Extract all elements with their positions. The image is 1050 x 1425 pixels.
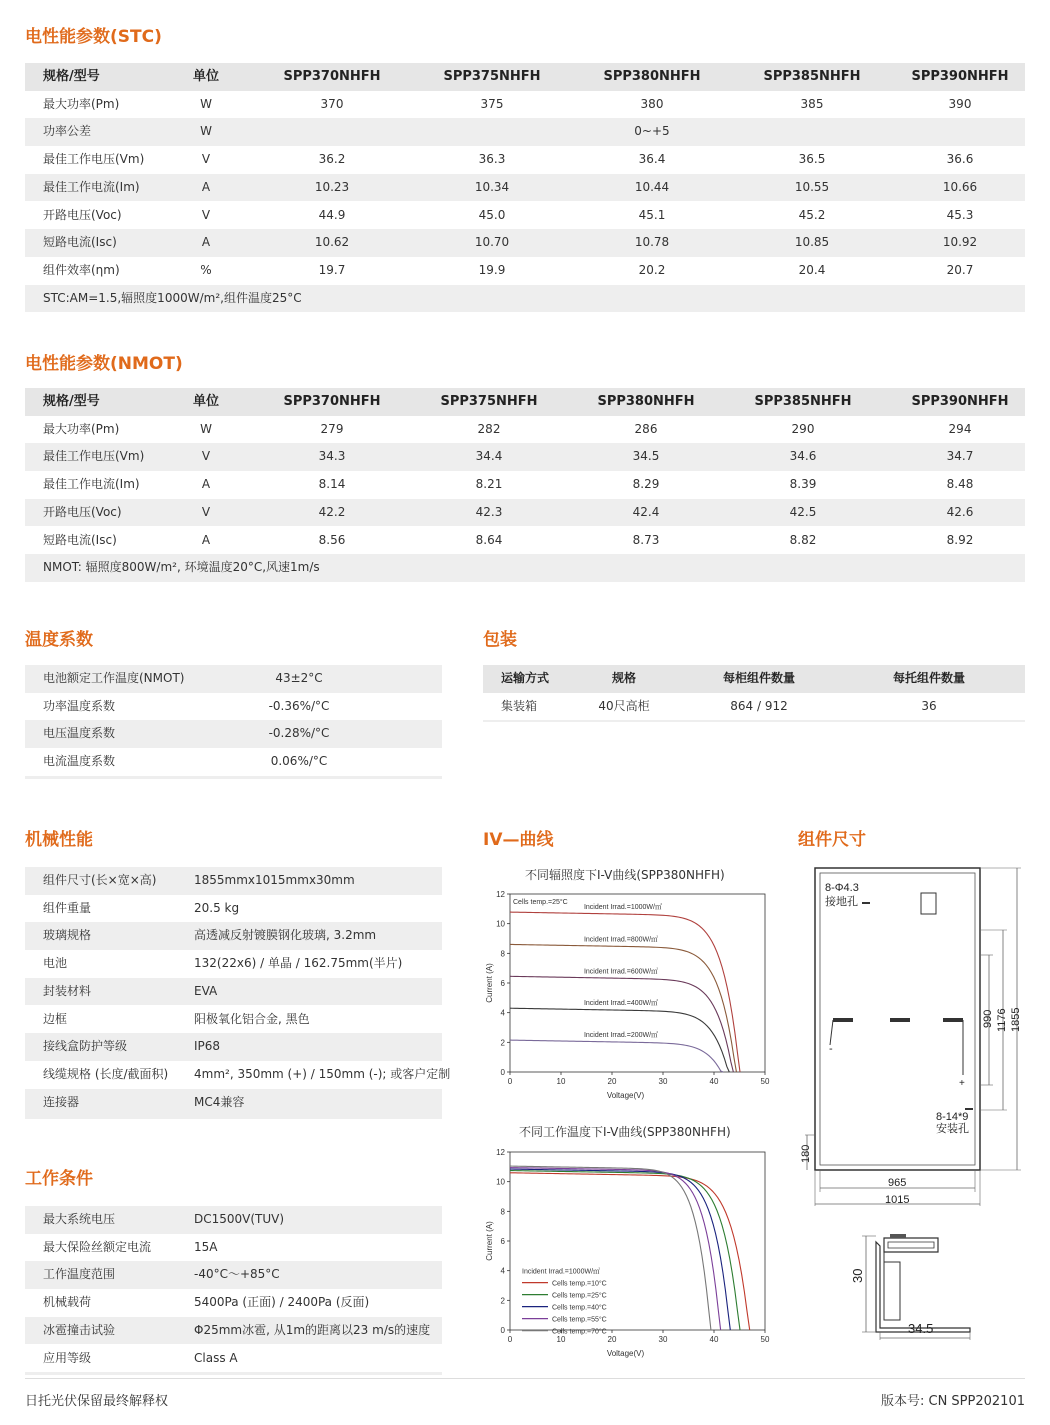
col-header-spp380nhfh: SPP380NHFH (597, 394, 695, 409)
row-unit: A (201, 477, 211, 492)
mech-row (25, 1006, 442, 1034)
pack-bottom-line (483, 720, 1025, 722)
row-value: 42.3 (475, 504, 503, 519)
curve-label: Incident Irrad.=1000W/㎡ (583, 904, 662, 912)
row-value: 10.55 (794, 179, 830, 194)
row-merged-value: 0~+5 (634, 124, 670, 139)
row-label: 封装材料 (43, 983, 92, 998)
stc-note: STC:AM=1.5,辐照度1000W/m²,组件温度25°C (43, 290, 302, 305)
row-value: 290 (791, 421, 815, 436)
legend-entry: Cells temp.=40°C (552, 1304, 607, 1312)
row-label: 短路电流(Isc) (43, 235, 117, 250)
table-row (25, 499, 1025, 527)
row-value: 279 (320, 421, 344, 436)
x-tick-label: 50 (760, 1335, 770, 1344)
row-value: 36.2 (318, 152, 346, 167)
work-row (25, 1289, 442, 1317)
connector-left (833, 1018, 853, 1022)
stc-header-row (25, 63, 1025, 91)
col-header-spp385nhfh: SPP385NHFH (754, 394, 852, 409)
row-value: 36.5 (798, 152, 826, 167)
x-tick-label: 50 (760, 1077, 770, 1086)
x-tick-label: 10 (556, 1077, 566, 1086)
pack-col-header: 每托组件数量 (892, 671, 965, 685)
x-tick-label: 20 (607, 1077, 617, 1086)
dim-1855: 1855 (1010, 1007, 1022, 1032)
row-label: 电流温度系数 (43, 754, 116, 769)
y-tick-label: 8 (500, 1207, 505, 1217)
row-value: 19.9 (478, 262, 506, 277)
footer-disclaimer: 日托光伏保留最终解释权 (25, 1394, 169, 1409)
row-label: 最佳工作电流(Im) (43, 477, 140, 492)
row-value: 45.3 (946, 207, 974, 222)
hole1-name: 接地孔 (825, 896, 858, 908)
row-value: 10.44 (634, 179, 670, 194)
x-axis-label: Voltage(V) (606, 1349, 645, 1358)
pack-col-header: 运输方式 (501, 671, 550, 685)
dim-34-5: 34.5 (908, 1321, 934, 1336)
nmot-title: 电性能参数(NMOT) (25, 354, 183, 374)
row-value: 45.0 (478, 207, 506, 222)
x-tick-label: 30 (658, 1077, 668, 1086)
iv-chart-temperature-title: 不同工作温度下I-V曲线(SPP380NHFH) (519, 1125, 731, 1139)
row-value: 370 (320, 96, 344, 111)
row-label: 最佳工作电压(Vm) (43, 152, 145, 167)
row-value: 8.39 (789, 477, 817, 492)
row-value: -40°C～+85°C (194, 1267, 280, 1282)
mount-hole-mark (965, 1108, 973, 1110)
mech-row (25, 895, 442, 923)
row-value: 10.23 (314, 179, 350, 194)
curve-label: Incident Irrad.=400W/㎡ (583, 1000, 659, 1008)
hole2-name: 安装孔 (936, 1123, 969, 1135)
x-tick-label: 40 (709, 1077, 719, 1086)
row-value: 0.06%/°C (270, 754, 328, 769)
x-tick-label: 40 (709, 1335, 719, 1344)
temp-row (25, 665, 442, 693)
col-header-spp380nhfh: SPP380NHFH (603, 69, 701, 84)
row-label: 最佳工作电压(Vm) (43, 449, 145, 464)
dim-30: 30 (850, 1268, 865, 1283)
row-value: 20.4 (798, 262, 826, 277)
row-value: MC4兼容 (194, 1094, 245, 1109)
row-value: 19.7 (318, 262, 346, 277)
col-header-spp385nhfh: SPP385NHFH (763, 69, 861, 84)
row-value: 34.6 (789, 449, 817, 464)
module-front-drawing (795, 860, 1035, 1210)
footer-version: 版本号: CN SPP202101 (880, 1394, 1025, 1409)
nmot-note-row (25, 554, 1025, 582)
row-value: 43±2°C (275, 671, 323, 685)
row-label: 组件效率(ηm) (43, 262, 120, 277)
row-value: 8.48 (946, 477, 974, 492)
table-row (25, 416, 1025, 444)
row-label: 电压温度系数 (43, 726, 116, 741)
frame-cross-section-drawing (840, 1228, 980, 1343)
pack-col-header: 每柜组件数量 (722, 671, 795, 685)
pack-title: 包装 (483, 630, 517, 650)
row-unit: A (201, 235, 211, 250)
row-label: 应用等级 (43, 1350, 92, 1365)
y-tick-label: 8 (500, 949, 505, 959)
row-value: 20.5 kg (194, 900, 240, 915)
row-value: 8.64 (475, 532, 503, 547)
legend-entry: Cells temp.=25°C (552, 1292, 607, 1300)
junction-box-icon (921, 893, 936, 914)
row-value: 10.78 (634, 235, 670, 250)
row-label: 冰雹撞击试验 (43, 1322, 116, 1337)
y-tick-label: 0 (500, 1068, 505, 1077)
dim-180: 180 (800, 1144, 812, 1163)
row-value: 42.2 (318, 504, 346, 519)
row-value: IP68 (194, 1039, 221, 1054)
dim-1176: 1176 (996, 1008, 1008, 1032)
col-header-model: 规格/型号 (43, 69, 100, 84)
mech-bottom-line (25, 1116, 442, 1119)
row-label: 短路电流(Isc) (43, 532, 117, 547)
x-tick-label: 20 (607, 1335, 617, 1344)
row-unit: % (200, 262, 212, 277)
row-label: 线缆规格 (长度/截面积) (43, 1066, 169, 1081)
pack-header-row (483, 665, 1025, 693)
work-row (25, 1317, 442, 1345)
table-row (25, 174, 1025, 202)
row-label: 接线盒防护等级 (43, 1039, 128, 1054)
stc-note-row (25, 285, 1025, 313)
row-value: 375 (480, 96, 504, 111)
row-value: 10.85 (794, 235, 830, 250)
row-value: 34.3 (318, 449, 346, 464)
y-tick-label: 10 (496, 1177, 505, 1187)
y-axis-label: Current (A) (485, 963, 494, 1003)
y-tick-label: 0 (500, 1326, 505, 1335)
row-unit: V (201, 504, 211, 519)
row-value: 42.5 (789, 504, 817, 519)
minus-sign: - (829, 1043, 833, 1055)
row-label: 功率温度系数 (43, 698, 116, 713)
dims-title: 组件尺寸 (798, 830, 866, 850)
mech-row (25, 922, 442, 950)
row-value: 390 (948, 96, 972, 111)
iv-chart-temperature (480, 1140, 780, 1358)
row-value: 36.4 (638, 152, 666, 167)
row-value: 45.2 (798, 207, 826, 222)
row-unit: A (201, 532, 211, 547)
mech-row (25, 1061, 451, 1089)
col-header-spp390nhfh: SPP390NHFH (911, 69, 1009, 84)
row-value: 294 (948, 421, 972, 436)
hole1-spec: 8-Φ4.3 (825, 882, 859, 894)
row-value: 34.4 (475, 449, 503, 464)
legend-entry: Cells temp.=55°C (552, 1316, 607, 1324)
y-tick-label: 4 (500, 1266, 505, 1276)
y-axis-label: Current (A) (485, 1221, 494, 1261)
pack-row (483, 693, 1025, 721)
row-value: 45.1 (638, 207, 666, 222)
row-value: 380 (640, 96, 664, 111)
nmot-note: NMOT: 辐照度800W/m², 环境温度20°C,风速1m/s (43, 560, 320, 575)
row-value: 385 (800, 96, 824, 111)
row-label: 最大系统电压 (43, 1212, 116, 1226)
row-unit: V (201, 449, 211, 464)
mech-row (25, 1089, 442, 1117)
row-label: 边框 (43, 1011, 68, 1026)
hole2-spec: 8-14*9 (936, 1111, 969, 1123)
cells-temp-label: Cells temp.=25°C (513, 899, 568, 906)
row-value: 42.6 (946, 504, 974, 519)
y-tick-label: 2 (500, 1038, 505, 1048)
legend-entry: Cells temp.=70°C (552, 1328, 607, 1336)
row-value: 5400Pa (正面) / 2400Pa (反面) (194, 1295, 370, 1310)
row-value: 高透减反射镀膜钢化玻璃, 3.2mm (194, 928, 377, 943)
row-value: DC1500V(TUV) (194, 1212, 285, 1226)
col-header-spp370nhfh: SPP370NHFH (283, 69, 381, 84)
row-value: 1855mmx1015mmx30mm (194, 873, 355, 887)
row-value: Class A (194, 1350, 238, 1365)
row-value: 4mm², 350mm (+) / 150mm (-); 或客户定制 (194, 1066, 451, 1081)
row-value: 20.7 (946, 262, 974, 277)
row-unit: V (201, 152, 211, 167)
curve-label: Incident Irrad.=600W/㎡ (583, 968, 659, 976)
connector-right (943, 1018, 963, 1022)
row-label: 工作温度范围 (43, 1267, 116, 1282)
row-value: 34.5 (632, 449, 660, 464)
row-value: -0.28%/°C (268, 726, 330, 741)
grounding-hole-mark (862, 902, 870, 904)
table-row (25, 527, 1025, 555)
row-value: 8.21 (475, 477, 503, 492)
dim-990: 990 (982, 1009, 994, 1028)
row-unit: V (201, 207, 211, 222)
work-row (25, 1234, 442, 1262)
row-value: 10.66 (942, 179, 978, 194)
y-tick-label: 6 (500, 1237, 505, 1246)
row-value: 36.3 (478, 152, 506, 167)
work-bottom-line (25, 1372, 442, 1375)
y-tick-label: 10 (496, 919, 505, 929)
row-value: 20.2 (638, 262, 666, 277)
y-tick-label: 12 (496, 1148, 505, 1157)
y-tick-label: 12 (496, 890, 505, 899)
row-unit: A (201, 179, 211, 194)
row-unit: W (200, 124, 212, 139)
row-label: 开路电压(Voc) (43, 207, 122, 222)
row-value: 36.6 (946, 152, 974, 167)
mech-row (25, 978, 442, 1006)
iv-chart-irradiance-title: 不同辐照度下I-V曲线(SPP380NHFH) (525, 868, 725, 882)
temp-row (25, 720, 442, 748)
y-tick-label: 6 (500, 979, 505, 988)
row-value: 8.82 (789, 532, 817, 547)
row-value: 8.14 (318, 477, 346, 492)
curve-label: Incident Irrad.=800W/㎡ (583, 936, 659, 944)
col-header-unit: 单位 (192, 69, 219, 84)
col-header-spp390nhfh: SPP390NHFH (911, 394, 1009, 409)
row-label: 最大功率(Pm) (43, 96, 120, 111)
temp-bottom-line (25, 776, 442, 779)
row-value: 44.9 (318, 207, 346, 222)
dim-1015: 1015 (885, 1194, 910, 1206)
row-value: -0.36%/°C (268, 698, 330, 713)
table-row (25, 257, 1025, 285)
row-value: 10.34 (474, 179, 510, 194)
x-tick-label: 0 (507, 1335, 513, 1344)
row-value: 34.7 (946, 449, 974, 464)
row-value: 282 (477, 421, 501, 436)
row-label: 电池 (43, 956, 68, 971)
pack-col-header: 规格 (611, 671, 636, 685)
row-value: 8.92 (946, 532, 974, 547)
mech-row (25, 1033, 442, 1061)
plus-sign: + (959, 1078, 965, 1089)
col-header-spp370nhfh: SPP370NHFH (283, 394, 381, 409)
col-header-model: 规格/型号 (43, 394, 100, 409)
row-value: 8.29 (632, 477, 660, 492)
row-value: 8.56 (318, 532, 346, 547)
row-label: 功率公差 (43, 124, 92, 139)
y-tick-label: 4 (500, 1008, 505, 1018)
row-label: 电池额定工作温度(NMOT) (43, 671, 185, 685)
row-value: EVA (194, 983, 218, 998)
row-label: 开路电压(Voc) (43, 504, 122, 519)
row-label: 连接器 (43, 1094, 80, 1109)
row-label: 组件重量 (43, 900, 92, 915)
row-value: 10.70 (474, 235, 510, 250)
row-label: 最佳工作电流(Im) (43, 179, 140, 194)
dim-965: 965 (888, 1177, 907, 1189)
iv-title: IV—曲线 (483, 830, 554, 850)
connector-mid (890, 1018, 910, 1022)
x-axis-label: Voltage(V) (606, 1091, 645, 1100)
table-row (25, 229, 1025, 257)
work-row (25, 1261, 442, 1289)
work-row (25, 1206, 442, 1234)
temp-title: 温度系数 (25, 630, 93, 650)
table-row (25, 471, 1025, 499)
row-value: 8.73 (632, 532, 660, 547)
pack-value: 集装箱 (501, 698, 538, 713)
table-row (25, 202, 1025, 230)
row-value: 42.4 (632, 504, 660, 519)
row-label: 最大功率(Pm) (43, 421, 120, 436)
temp-row (25, 748, 442, 776)
pack-value: 36 (921, 698, 937, 713)
row-value: 10.92 (942, 235, 978, 250)
mech-title: 机械性能 (25, 830, 93, 850)
nmot-header-row (25, 388, 1025, 416)
irrad-label: Incident Irrad.=1000W/㎡ (522, 1268, 601, 1276)
table-row (25, 118, 1025, 146)
temp-row (25, 693, 442, 721)
col-header-spp375nhfh: SPP375NHFH (443, 69, 541, 84)
row-label: 玻璃规格 (43, 928, 92, 943)
iv-chart-irradiance (480, 882, 780, 1102)
table-row (25, 91, 1025, 119)
work-row (25, 1345, 442, 1373)
curve-label: Incident Irrad.=200W/㎡ (583, 1032, 659, 1040)
pack-value: 40尺高柜 (598, 698, 650, 713)
row-unit: W (200, 421, 212, 436)
row-unit: W (200, 96, 212, 111)
row-value: 15A (194, 1239, 218, 1254)
legend-entry: Cells temp.=10°C (552, 1280, 607, 1288)
mech-row (25, 867, 442, 895)
x-tick-label: 0 (507, 1077, 513, 1086)
row-label: 组件尺寸(长×宽×高) (43, 873, 157, 887)
row-value: 132(22x6) / 单晶 / 162.75mm(半片) (194, 956, 403, 971)
row-value: Φ25mm冰雹, 从1m的距离以23 m/s的速度 (194, 1322, 431, 1337)
col-header-spp375nhfh: SPP375NHFH (440, 394, 538, 409)
x-tick-label: 10 (556, 1335, 566, 1344)
stc-title: 电性能参数(STC) (25, 27, 162, 47)
col-header-unit: 单位 (192, 394, 219, 409)
y-tick-label: 2 (500, 1296, 505, 1306)
row-label: 最大保险丝额定电流 (43, 1239, 152, 1254)
pack-value: 864 / 912 (730, 698, 788, 713)
work-title: 工作条件 (25, 1169, 93, 1189)
footer-divider (25, 1378, 1025, 1379)
row-label: 机械载荷 (43, 1295, 92, 1310)
row-value: 10.62 (314, 235, 350, 250)
mech-row (25, 950, 442, 978)
row-value: 阳极氧化铝合金, 黑色 (194, 1011, 310, 1026)
table-row (25, 443, 1025, 471)
table-row (25, 146, 1025, 174)
row-value: 286 (634, 421, 658, 436)
x-tick-label: 30 (658, 1335, 668, 1344)
